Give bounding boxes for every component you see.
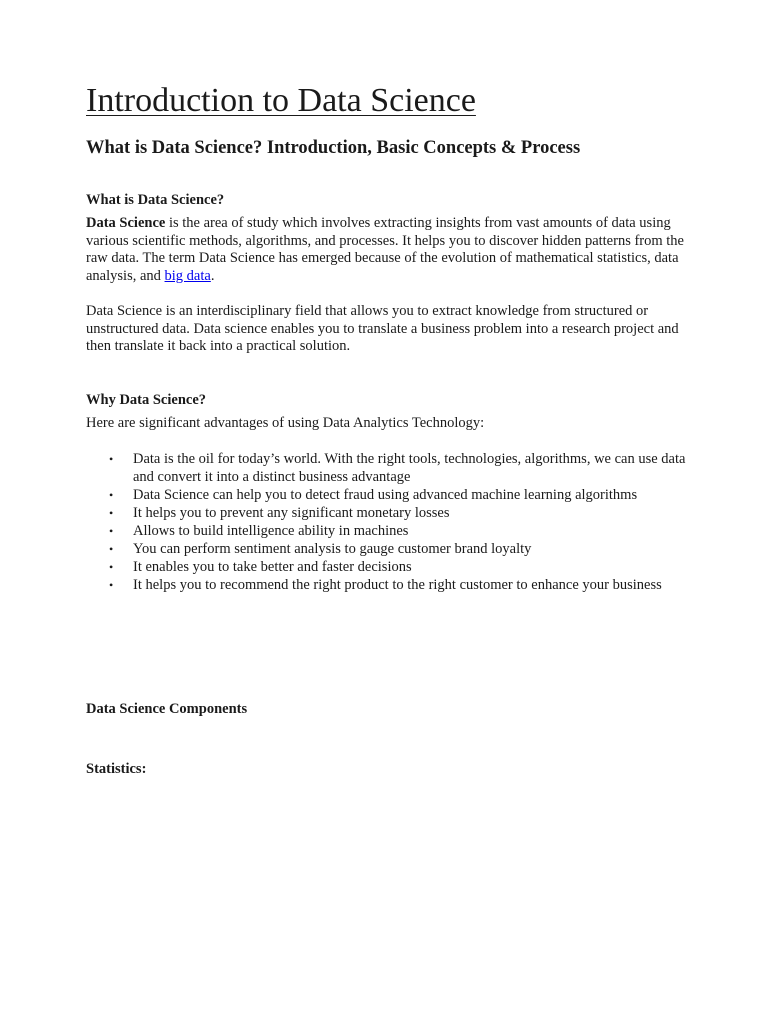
list-item [86,504,686,522]
paragraph-definition [86,215,686,285]
list-item [86,486,686,504]
bullet-icon: • [109,506,114,520]
list-item-text: It enables you to take better and faster decisions [133,559,412,575]
list-item-text: It helps you to recommend the right product to the right customer to enhance your business [133,577,662,593]
paragraph-interdisciplinary: Data Science is an interdisciplinary field that allows you to extract knowledge from structured or unstructured data. Data science enables you to translate a business problem into a research project and then translate it back into a practical solution. [86,303,679,355]
heading-statistics: Statistics: [86,761,147,777]
bullet-icon: • [109,578,114,592]
document-subtitle: What is Data Science? Introduction, Basic Concepts & Process [86,138,581,158]
heading-what-is-data-science: What is Data Science? [86,192,225,208]
list-item [86,450,686,486]
bold-lead-term: Data Science [86,215,166,231]
bullet-icon: • [109,452,114,466]
paragraph-definition-end: . [210,267,215,284]
bullet-icon: • [109,524,114,538]
paragraph-definition-text: is the area of study which involves extracting insights from vast amounts of data using various scientific methods, algorithms, and processes. It helps you to discover hidden patterns from the raw data. The term Data Science has emerged because of the evolution of mathematical statistics, data analysis, and [86,215,684,284]
paragraph-advantages-intro: Here are significant advantages of using Data Analytics Technology: [86,415,485,431]
list-item [86,540,686,558]
list-item-text: It helps you to prevent any significant monetary losses [133,505,450,521]
big-data-link[interactable]: big data [164,267,211,284]
list-item-text: You can perform sentiment analysis to gauge customer brand loyalty [133,541,532,557]
advantages-list [86,450,686,594]
list-item-text: Data is the oil for today’s world. With the right tools, technologies, algorithms, we can use data and convert it into a distinct business advantage [133,451,686,485]
heading-data-science-components: Data Science Components [86,701,248,717]
list-item-text: Allows to build intelligence ability in machines [133,523,409,539]
bullet-icon: • [109,542,114,556]
list-item-text: Data Science can help you to detect fraud using advanced machine learning algorithms [133,487,638,503]
bullet-icon: • [109,560,114,574]
document-title: Introduction to Data Science [86,82,476,119]
list-item [86,558,686,576]
list-item [86,576,686,594]
heading-why-data-science: Why Data Science? [86,392,207,408]
list-item [86,522,686,540]
bullet-icon: • [109,488,114,502]
